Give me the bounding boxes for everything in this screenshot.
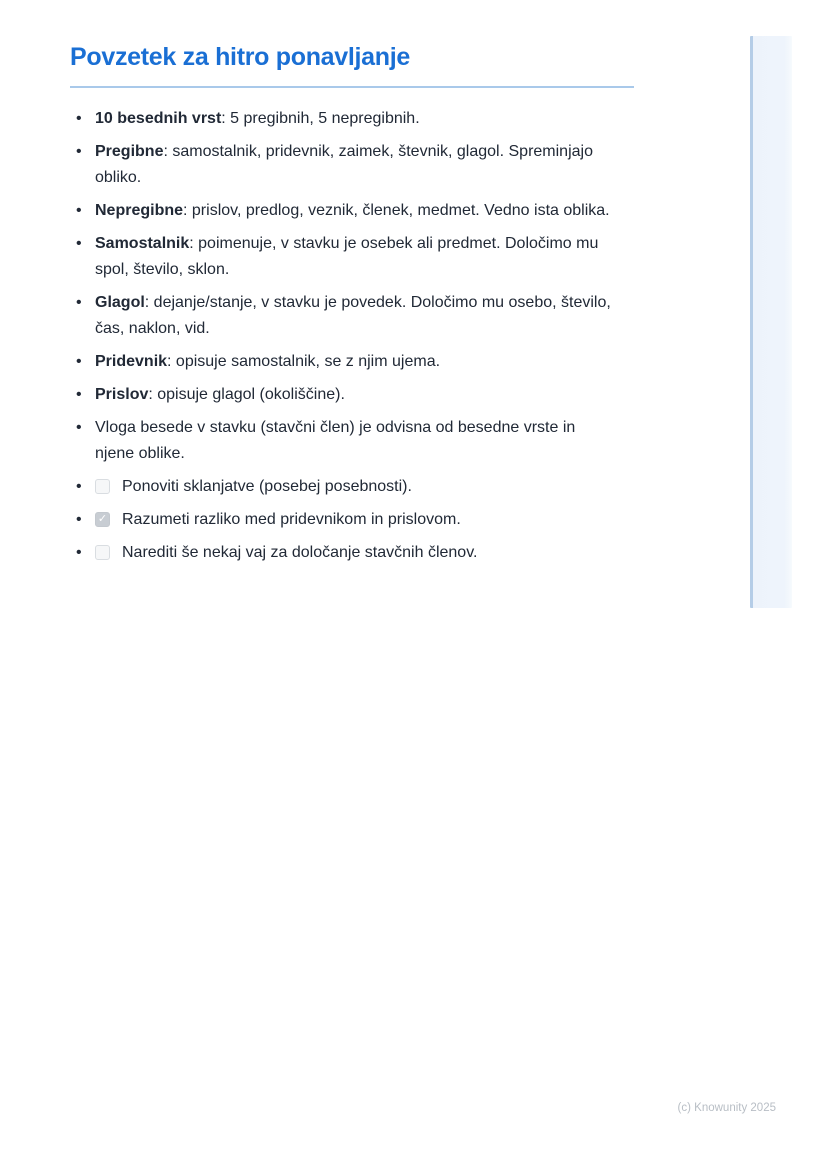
content-area (70, 42, 636, 573)
list-item (70, 415, 618, 467)
term-label: 10 besednih vrst (95, 110, 222, 127)
list-item (70, 349, 618, 375)
checkbox[interactable] (95, 512, 110, 527)
item-text: : samostalnik, pridevnik, zaimek, števnik, glagol. Spreminjajo obliko. (95, 143, 593, 186)
list-item (70, 290, 618, 342)
item-text: : opisuje glagol (okoliščine). (148, 386, 345, 403)
checklist-item (70, 474, 618, 500)
term-label: Glagol (95, 294, 145, 311)
term-label: Samostalnik (95, 235, 190, 252)
term-label: Nepregibne (95, 202, 184, 219)
list-item (70, 231, 618, 283)
page-edge-highlight-bar (750, 36, 792, 608)
term-label: Pridevnik (95, 353, 168, 370)
item-text: : prislov, predlog, veznik, členek, medmet. Vedno ista oblika. (183, 202, 610, 219)
checkbox[interactable] (95, 545, 110, 560)
checklist-item (70, 507, 618, 533)
checklist-item (70, 540, 618, 566)
page-title: Povzetek za hitro ponavljanje (70, 43, 411, 71)
list-item (70, 382, 618, 408)
term-label: Prislov (95, 386, 149, 403)
checklist-item-label: • Narediti še nekaj vaj za določanje stavčnih členov. (122, 544, 478, 561)
list-item (70, 198, 618, 224)
checklist-item-label: • Ponoviti sklanjatve (posebej posebnosti). (122, 478, 412, 495)
item-text: : opisuje samostalnik, se z njim ujema. (167, 353, 441, 370)
title-divider (70, 86, 634, 88)
item-text: : dejanje/stanje, v stavku je povedek. Določimo mu osebo, število, čas, naklon, vid. (95, 294, 611, 337)
list-item (70, 106, 618, 132)
checklist-item-label: • Razumeti razliko med pridevnikom in prislovom. (122, 511, 461, 528)
item-text: : 5 pregibnih, 5 nepregibnih. (221, 110, 420, 127)
item-text: Vloga besede v stavku (stavčni člen) je odvisna od besedne vrste in njene oblike. (95, 419, 576, 462)
checkbox[interactable] (95, 479, 110, 494)
summary-list (70, 106, 618, 566)
term-label: Pregibne (95, 143, 164, 160)
item-text: : poimenuje, v stavku je osebek ali predmet. Določimo mu spol, število, sklon. (95, 235, 599, 278)
list-item (70, 139, 618, 191)
footer-credit: (c) Knowunity 2025 (677, 1102, 776, 1114)
